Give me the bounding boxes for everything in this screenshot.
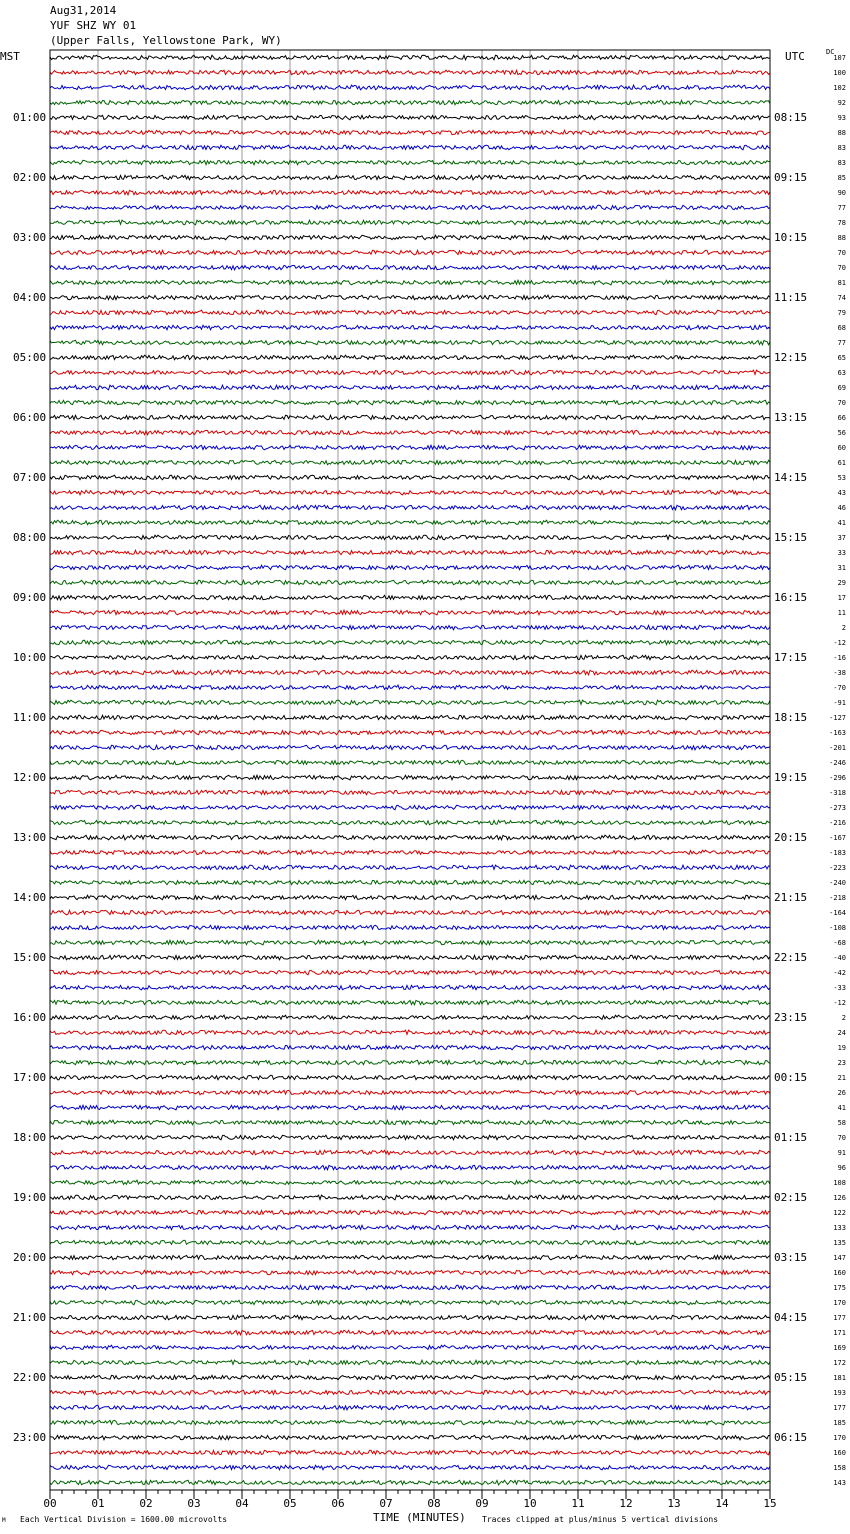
trace-64 [50,1000,770,1005]
x-tick-label: 03 [187,1497,201,1510]
dc-offset-value: 93 [837,113,846,122]
dc-offset-value: 53 [837,473,846,482]
dc-offset-value: 181 [833,1373,846,1382]
trace-45 [50,715,770,720]
trace-43 [50,685,770,689]
x-tick-label: 06 [331,1497,345,1510]
trace-17 [50,295,770,300]
dc-offset-value: -12 [833,998,846,1007]
left-hour-label: 21:00 [13,1310,47,1324]
dc-offset-value: 70 [837,248,846,257]
left-hour-label: 01:00 [13,110,47,124]
trace-5 [50,115,770,120]
right-hour-label: 06:15 [774,1430,808,1444]
x-tick-label: 04 [235,1497,249,1510]
trace-group [50,55,770,1485]
trace-12 [50,220,770,225]
trace-77 [50,1195,770,1200]
trace-82 [50,1270,770,1275]
dc-offset-value: 122 [833,1208,846,1217]
trace-58 [50,910,770,915]
x-tick-label: 15 [763,1497,777,1510]
trace-9 [50,175,770,180]
dc-offset-value: 66 [837,413,846,422]
right-hour-label: 08:15 [774,110,808,124]
dc-offset-value: 77 [837,338,846,347]
trace-13 [50,235,770,240]
right-hour-label: 18:15 [774,710,808,724]
dc-offset-value: 83 [837,143,846,152]
trace-41 [50,655,770,660]
dc-offset-value: -273 [829,803,846,812]
dc-offset-value: 77 [837,203,846,212]
left-hour-label: 04:00 [13,290,47,304]
dc-offset-value: 83 [837,158,846,167]
dc-offset-value: -167 [829,833,846,842]
right-hour-label: 04:15 [774,1310,808,1324]
dc-offset-value: 43 [837,488,846,497]
trace-11 [50,205,770,210]
clip-note: Traces clipped at plus/minus 5 vertical divisions [482,1515,719,1524]
left-hour-label: 08:00 [13,530,47,544]
dc-offset-value: 37 [837,533,846,542]
dc-offset-value: 85 [837,173,846,182]
dc-offset-value: 78 [837,218,846,227]
dc-offset-value: 2 [841,623,846,632]
right-hour-label: 00:15 [774,1070,808,1084]
right-hour-label: 15:15 [774,530,808,544]
dc-offset-value: 70 [837,1133,846,1142]
trace-35 [50,565,770,570]
dc-offset-value: 158 [833,1463,846,1472]
dc-offset-value: 60 [837,443,846,452]
trace-24 [50,400,770,405]
trace-14 [50,250,770,255]
dc-offset-value: 172 [833,1358,846,1367]
trace-95 [50,1465,770,1470]
x-tick-label: 05 [283,1497,297,1510]
dc-offset-value: 68 [837,323,846,332]
trace-78 [50,1210,770,1215]
dc-offset-value: 185 [833,1418,846,1427]
trace-89 [50,1375,770,1380]
dc-offset-value: -216 [829,818,846,827]
dc-offset-value: 19 [837,1043,846,1052]
trace-7 [50,145,770,150]
trace-31 [50,505,770,510]
left-hour-label: 03:00 [13,230,47,244]
corner-mark: M [2,1517,6,1524]
left-hour-label: 19:00 [13,1190,47,1204]
x-tick-label: 11 [571,1497,585,1510]
dc-offset-value: -38 [833,668,846,677]
x-tick-label: 10 [523,1497,537,1510]
dc-offset-value: 177 [833,1403,846,1412]
trace-65 [50,1015,770,1019]
dc-offset-value: 133 [833,1223,846,1232]
trace-60 [50,940,770,945]
right-hour-label: 17:15 [774,650,808,664]
dc-offset-value: 147 [833,1253,846,1262]
trace-54 [50,850,770,854]
trace-36 [50,580,770,585]
left-hour-label: 02:00 [13,170,47,184]
plot-date: Aug31,2014 [50,4,117,17]
trace-88 [50,1360,770,1365]
left-hour-label: 09:00 [13,590,47,604]
dc-offset-value: 88 [837,128,846,137]
dc-offset-value: 169 [833,1343,846,1352]
x-tick-label: 14 [715,1497,729,1510]
trace-91 [50,1405,770,1409]
dc-offset-value: 70 [837,398,846,407]
trace-51 [50,805,770,809]
trace-6 [50,130,770,134]
trace-83 [50,1285,770,1290]
right-hour-label: 21:15 [774,890,808,904]
dc-offset-value: -164 [829,908,846,917]
dc-offset-value: 170 [833,1298,846,1307]
x-tick-marks [50,1490,770,1499]
trace-16 [50,280,770,285]
dc-offset-value: -108 [829,923,846,932]
trace-85 [50,1315,770,1320]
x-tick-label: 13 [667,1497,681,1510]
trace-73 [50,1135,770,1139]
left-hour-label: 13:00 [13,830,47,844]
trace-50 [50,790,770,795]
trace-92 [50,1420,770,1425]
trace-25 [50,415,770,420]
trace-59 [50,925,770,930]
left-hour-label: 20:00 [13,1250,47,1264]
dc-offset-value: 24 [837,1028,846,1037]
dc-offset-value: 11 [837,608,846,617]
dc-offset-value: 2 [841,1013,846,1022]
station-location: (Upper Falls, Yellowstone Park, WY) [50,34,282,47]
trace-76 [50,1180,770,1184]
right-hour-label: 02:15 [774,1190,808,1204]
dc-offset-value: 29 [837,578,846,587]
dc-offset-value: 160 [833,1448,846,1457]
trace-52 [50,820,770,825]
trace-33 [50,535,770,540]
trace-23 [50,385,770,390]
dc-offset-value: 88 [837,233,846,242]
dc-offset-value: -223 [829,863,846,872]
trace-21 [50,355,770,360]
x-tick-label: 12 [619,1497,633,1510]
left-hour-label: 16:00 [13,1010,47,1024]
dc-offset-value: 160 [833,1268,846,1277]
trace-26 [50,430,770,434]
right-hour-label: 16:15 [774,590,808,604]
trace-15 [50,265,770,269]
trace-94 [50,1450,770,1455]
dc-offset-value: 96 [837,1163,846,1172]
dc-offset-value: 17 [837,593,846,602]
dc-offset-value: 102 [833,83,846,92]
left-hour-label: 14:00 [13,890,47,904]
x-tick-label: 07 [379,1497,393,1510]
trace-46 [50,730,770,734]
trace-56 [50,880,770,885]
left-hour-label: 18:00 [13,1130,47,1144]
right-hour-label: 03:15 [774,1250,808,1264]
left-hour-label: 12:00 [13,770,47,784]
dc-offset-value: 91 [837,1148,846,1157]
trace-8 [50,160,770,165]
trace-4 [50,100,770,104]
dc-offset-value: 33 [837,548,846,557]
left-hour-label: 22:00 [13,1370,47,1384]
dc-offset-value: -91 [833,698,846,707]
trace-63 [50,985,770,990]
dc-offset-value: 63 [837,368,846,377]
right-hour-label: 01:15 [774,1130,808,1144]
trace-57 [50,895,770,899]
trace-48 [50,760,770,765]
right-hour-label: 19:15 [774,770,808,784]
dc-offset-value: 46 [837,503,846,512]
dc-offset-value: 21 [837,1073,846,1082]
trace-40 [50,640,770,644]
left-hour-label: 17:00 [13,1070,47,1084]
right-hour-label: 13:15 [774,410,808,424]
trace-74 [50,1150,770,1155]
dc-offset-value: 193 [833,1388,846,1397]
trace-30 [50,490,770,495]
dc-offset-value: 171 [833,1328,846,1337]
dc-offset-value: 79 [837,308,846,317]
trace-3 [50,85,770,90]
dc-offset-value: -318 [829,788,846,797]
trace-75 [50,1165,770,1170]
dc-offset-value: -296 [829,773,846,782]
dc-offset-value: 135 [833,1238,846,1247]
right-hour-label: 23:15 [774,1010,808,1024]
trace-96 [50,1480,770,1485]
dc-offset-value: -40 [833,953,846,962]
dc-offset-value: 61 [837,458,846,467]
dc-offset-value: 177 [833,1313,846,1322]
trace-10 [50,190,770,195]
trace-55 [50,865,770,870]
dc-offset-value: 81 [837,278,846,287]
right-hour-label: 12:15 [774,350,808,364]
trace-87 [50,1345,770,1350]
dc-offset-value: 41 [837,1103,846,1112]
dc-offset-value: 107 [833,53,846,62]
trace-27 [50,445,770,450]
left-timezone-label: MST [0,50,20,63]
dc-offset-value: 23 [837,1058,846,1067]
dc-offset-value: 170 [833,1433,846,1442]
dc-offset-value: -218 [829,893,846,902]
dc-offset-value: -68 [833,938,846,947]
dc-offset-value: -201 [829,743,846,752]
dc-offset-value: 69 [837,383,846,392]
dc-offset-value: -70 [833,683,846,692]
dc-offset-value: 90 [837,188,846,197]
dc-offset-value: 70 [837,263,846,272]
trace-28 [50,460,770,465]
dc-offset-value: -127 [829,713,846,722]
x-tick-label: 01 [91,1497,105,1510]
trace-44 [50,700,770,705]
x-tick-label: 08 [427,1497,441,1510]
x-tick-label: 09 [475,1497,489,1510]
dc-offset-value: 65 [837,353,846,362]
dc-offset-value: 175 [833,1283,846,1292]
x-tick-label: 00 [43,1497,57,1510]
dc-offset-value: -12 [833,638,846,647]
right-hour-label: 05:15 [774,1370,808,1384]
left-hour-label: 11:00 [13,710,47,724]
dc-offset-value: 31 [837,563,846,572]
trace-69 [50,1075,770,1080]
dc-offset-value: -183 [829,848,846,857]
right-hour-label: 11:15 [774,290,808,304]
right-hour-label: 22:15 [774,950,808,964]
trace-29 [50,475,770,480]
trace-81 [50,1255,770,1260]
dc-offset-value: 58 [837,1118,846,1127]
scale-note: Each Vertical Division = 1600.00 microvolts [20,1515,228,1524]
right-hour-label: 10:15 [774,230,808,244]
trace-20 [50,340,770,345]
trace-34 [50,550,770,555]
dc-offset-value: 26 [837,1088,846,1097]
dc-offset-value: 92 [837,98,846,107]
trace-71 [50,1105,770,1110]
dc-offset-value: -240 [829,878,846,887]
dc-offset-value: 108 [833,1178,846,1187]
trace-39 [50,625,770,630]
left-hour-label: 06:00 [13,410,47,424]
left-hour-label: 15:00 [13,950,47,964]
trace-66 [50,1030,770,1035]
dc-column-label: DC [826,48,835,56]
trace-32 [50,520,770,525]
left-hour-label: 07:00 [13,470,47,484]
trace-86 [50,1330,770,1335]
trace-70 [50,1090,770,1095]
dc-offset-value: 126 [833,1193,846,1202]
trace-80 [50,1240,770,1244]
trace-22 [50,370,770,375]
left-hour-label: 23:00 [13,1430,47,1444]
right-hour-label: 14:15 [774,470,808,484]
right-hour-label: 09:15 [774,170,808,184]
trace-2 [50,70,770,75]
trace-93 [50,1435,770,1440]
dc-offset-value: 74 [837,293,846,302]
trace-53 [50,835,770,840]
trace-79 [50,1225,770,1230]
trace-84 [50,1300,770,1305]
dc-offset-value: 100 [833,68,846,77]
trace-62 [50,970,770,974]
trace-68 [50,1060,770,1065]
trace-19 [50,325,770,330]
dc-offset-value: 56 [837,428,846,437]
dc-offset-value: -246 [829,758,846,767]
trace-90 [50,1390,770,1395]
left-hour-label: 05:00 [13,350,47,364]
right-hour-label: 20:15 [774,830,808,844]
dc-offset-value: 143 [833,1478,846,1487]
trace-1 [50,55,770,60]
trace-37 [50,595,770,599]
dc-offset-value: -42 [833,968,846,977]
dc-offset-value: 41 [837,518,846,527]
trace-47 [50,745,770,750]
left-hour-label: 10:00 [13,650,47,664]
dc-offset-value: -16 [833,653,846,662]
trace-67 [50,1045,770,1050]
dc-offset-value: -163 [829,728,846,737]
trace-18 [50,310,770,315]
right-timezone-label: UTC [785,50,805,63]
station-code: YUF SHZ WY 01 [50,19,137,32]
trace-42 [50,670,770,675]
dc-offset-value: -33 [833,983,846,992]
trace-61 [50,955,770,960]
x-tick-label: 02 [139,1497,153,1510]
trace-72 [50,1120,770,1125]
x-axis-label: TIME (MINUTES) [373,1511,466,1524]
trace-38 [50,610,770,615]
trace-49 [50,775,770,780]
